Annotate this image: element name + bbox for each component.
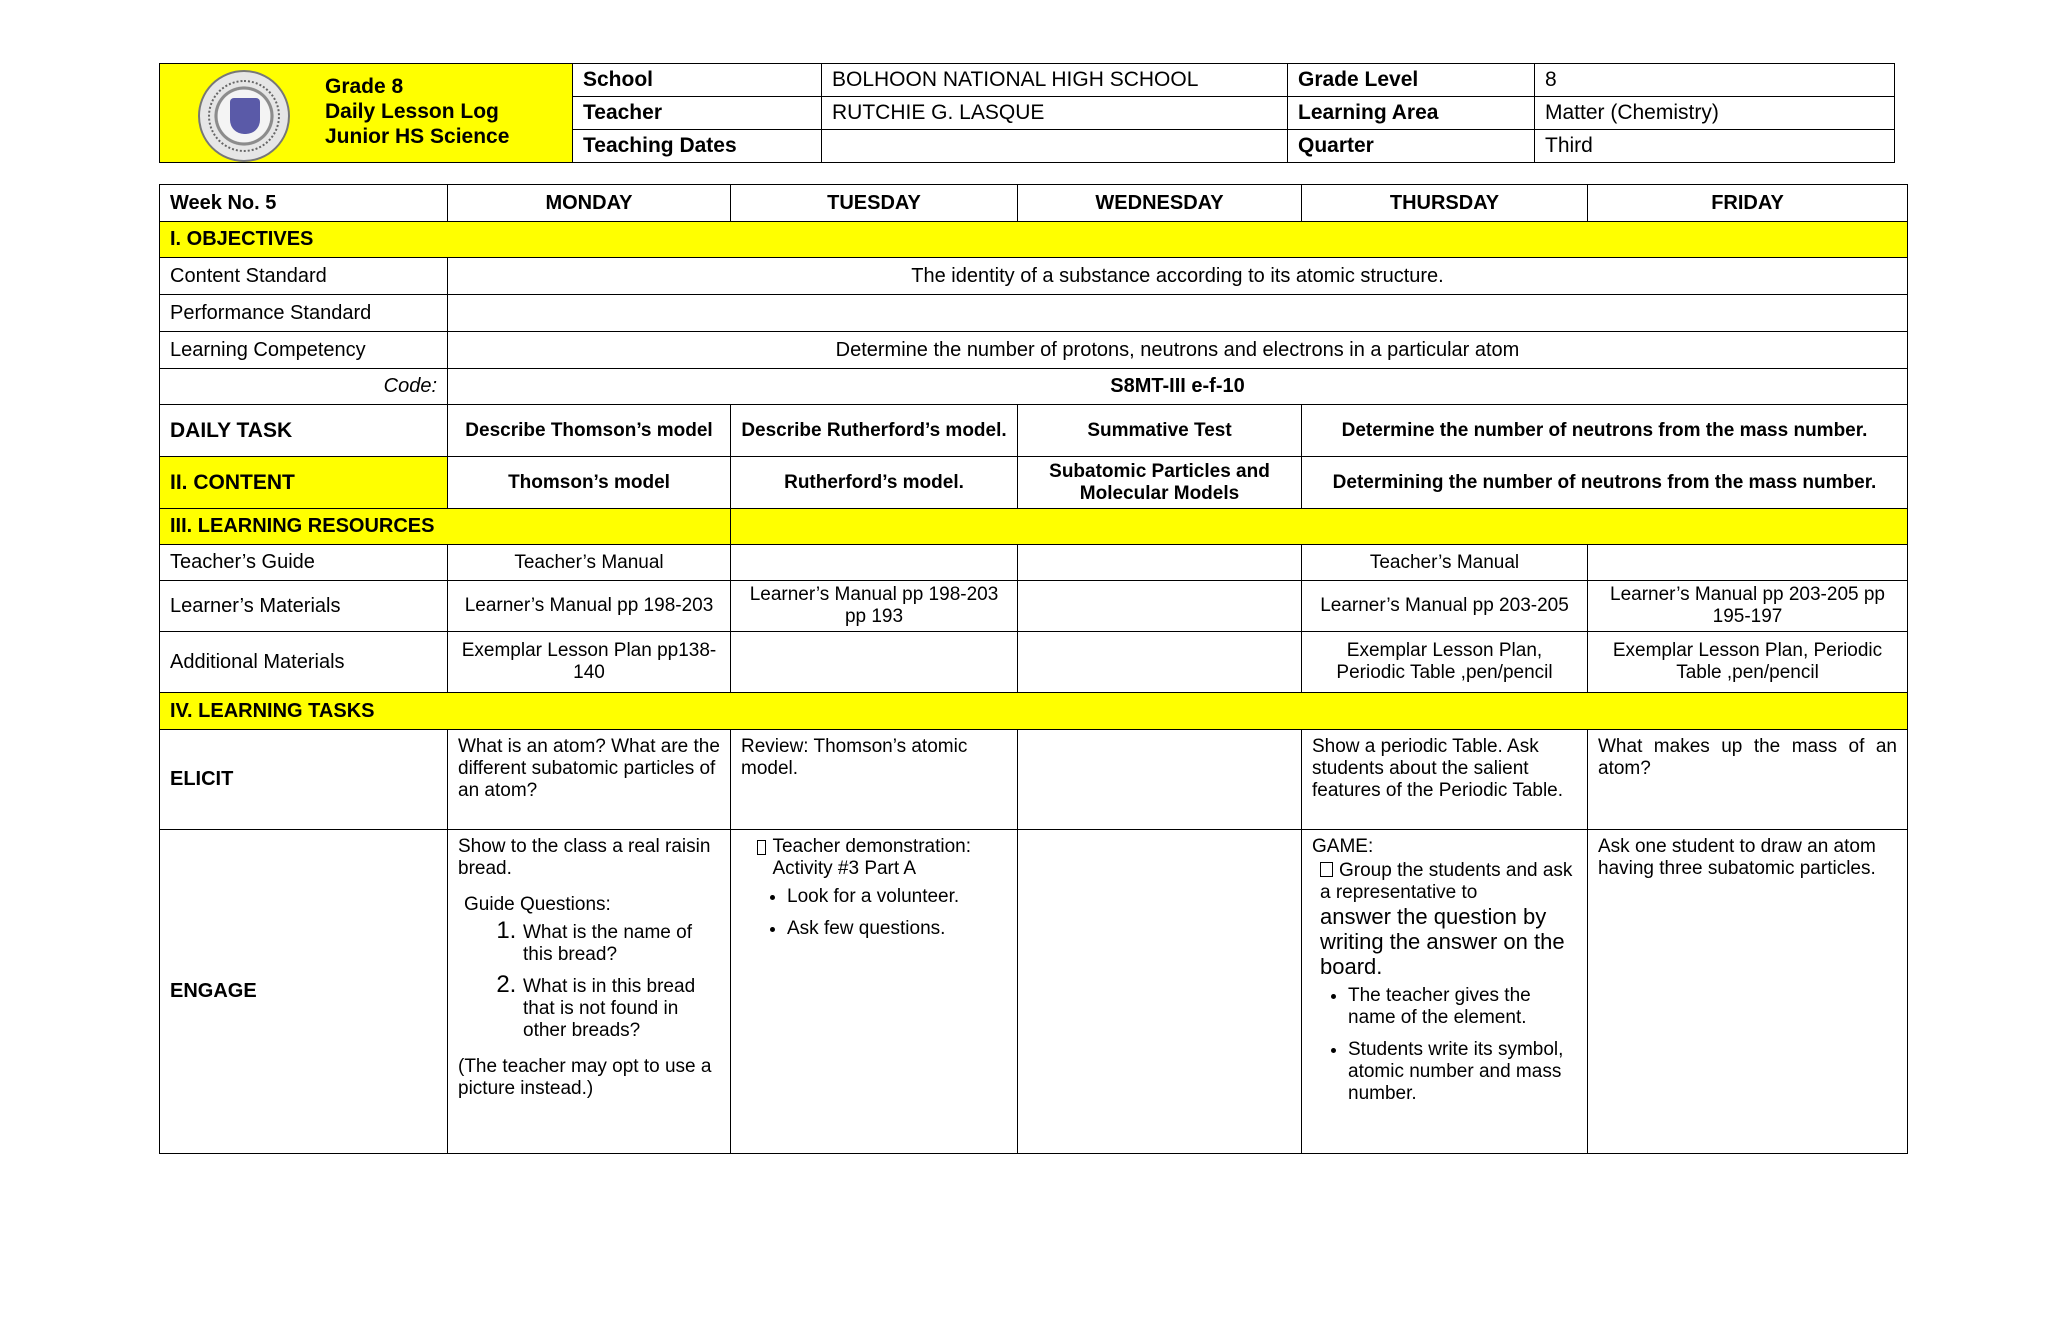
day-tuesday: TUESDAY [731, 185, 1018, 222]
engage-monday-intro: Show to the class a real raisin bread. [458, 836, 711, 879]
content-wednesday: Subatomic Particles and Molecular Models [1018, 457, 1302, 509]
learning-competency-label: Learning Competency [160, 332, 448, 369]
day-wednesday: WEDNESDAY [1018, 185, 1302, 222]
header-logo-cell [160, 64, 573, 163]
day-thursday: THURSDAY [1302, 185, 1588, 222]
elicit-row [160, 730, 1908, 830]
learning-competency-row [160, 332, 1908, 369]
engage-tuesday-bullet-2: • Ask few questions. [787, 918, 1007, 940]
engage-tuesday-list [741, 886, 1007, 940]
lesson-log-table [159, 184, 1908, 1154]
header-title-grade: Grade 8 [325, 75, 404, 98]
elicit-tuesday: Review: Thomson’s atomic model. [731, 730, 1018, 830]
engage-thursday-bullet-2: • Students write its symbol, atomic number and mass number. [1348, 1039, 1577, 1105]
engage-thursday [1302, 830, 1588, 1154]
learning-competency-value: Determine the number of protons, neutrons and electrons in a particular atom [448, 332, 1908, 369]
teachers-guide-thursday: Teacher’s Manual [1302, 545, 1588, 581]
teachers-guide-friday [1588, 545, 1908, 581]
daily-task-thu-fri: Determine the number of neutrons from the mass number. [1302, 405, 1908, 457]
content-thu-fri: Determining the number of neutrons from the mass number. [1302, 457, 1908, 509]
content-monday: Thomson’s model [448, 457, 731, 509]
additional-materials-thursday: Exemplar Lesson Plan, Periodic Table ,pen/pencil [1302, 632, 1588, 693]
teaching-dates-value [822, 130, 1288, 163]
engage-label: ENGAGE [160, 830, 448, 1154]
header-table [159, 63, 1895, 163]
engage-thursday-group-a: Group the students and ask a representative to [1320, 860, 1573, 903]
grade-level-label: Grade Level [1288, 64, 1535, 97]
teacher-value: RUTCHIE G. LASQUE [822, 97, 1288, 130]
objectives-heading: I. OBJECTIVES [160, 222, 1908, 258]
checkbox-icon [757, 840, 766, 855]
code-value: S8MT-III e-f-10 [448, 369, 1908, 405]
grade-level-value: 8 [1535, 64, 1895, 97]
teaching-dates-label: Teaching Dates [573, 130, 822, 163]
teachers-guide-wednesday [1018, 545, 1302, 581]
content-row [160, 457, 1908, 509]
daily-task-row [160, 405, 1908, 457]
content-standard-value: The identity of a substance according to its atomic structure. [448, 258, 1908, 295]
teachers-guide-tuesday [731, 545, 1018, 581]
additional-materials-tuesday [731, 632, 1018, 693]
day-friday: FRIDAY [1588, 185, 1908, 222]
checkbox-icon [1320, 862, 1333, 877]
resources-heading-row [160, 509, 1908, 545]
daily-task-wednesday: Summative Test [1018, 405, 1302, 457]
guide-question-2: 2. What is in this bread that is not found in other breads? [523, 974, 720, 1042]
content-tuesday: Rutherford’s model. [731, 457, 1018, 509]
content-label: II. CONTENT [160, 457, 448, 509]
learners-materials-wednesday [1018, 581, 1302, 632]
performance-standard-label: Performance Standard [160, 295, 448, 332]
learners-materials-row [160, 581, 1908, 632]
daily-task-tuesday: Describe Rutherford’s model. [731, 405, 1018, 457]
week-label: Week No. 5 [160, 185, 448, 222]
elicit-label: ELICIT [160, 730, 448, 830]
guide-question-1: 1. What is the name of this bread? [523, 920, 720, 966]
engage-monday-note: (The teacher may opt to use a picture instead.) [458, 1056, 712, 1099]
teacher-label: Teacher [573, 97, 822, 130]
elicit-thursday: Show a periodic Table. Ask students about the salient features of the Periodic Table. [1302, 730, 1588, 830]
school-label: School [573, 64, 822, 97]
engage-thursday-game: GAME: [1312, 836, 1374, 857]
tasks-heading-row [160, 693, 1908, 730]
quarter-label: Quarter [1288, 130, 1535, 163]
header-title-subject: Junior HS Science [325, 125, 510, 148]
additional-materials-label: Additional Materials [160, 632, 448, 693]
engage-thursday-list [1312, 985, 1577, 1105]
school-value: BOLHOON NATIONAL HIGH SCHOOL [822, 64, 1288, 97]
code-row [160, 369, 1908, 405]
content-standard-label: Content Standard [160, 258, 448, 295]
learning-area-label: Learning Area [1288, 97, 1535, 130]
engage-friday: Ask one student to draw an atom having three subatomic particles. [1588, 830, 1908, 1154]
engage-tuesday-head: Teacher demonstration: Activity #3 Part A [772, 836, 972, 879]
additional-materials-friday: Exemplar Lesson Plan, Periodic Table ,pen/pencil [1588, 632, 1908, 693]
teachers-guide-row [160, 545, 1908, 581]
engage-row [160, 830, 1908, 1154]
engage-tuesday [731, 830, 1018, 1154]
day-monday: MONDAY [448, 185, 731, 222]
learners-materials-label: Learner’s Materials [160, 581, 448, 632]
engage-tuesday-bullet-1: • Look for a volunteer. [787, 886, 1007, 908]
days-header-row [160, 185, 1908, 222]
guide-questions-list [458, 920, 720, 1042]
content-standard-row [160, 258, 1908, 295]
performance-standard-value [448, 295, 1908, 332]
engage-tuesday-head-wrap [741, 836, 1007, 880]
header-title [325, 74, 509, 149]
engage-thursday-group-wrap [1312, 860, 1577, 979]
code-label: Code: [160, 369, 448, 405]
learners-materials-thursday: Learner’s Manual pp 203-205 [1302, 581, 1588, 632]
resources-heading-fill [731, 509, 1908, 545]
resources-heading: III. LEARNING RESOURCES [160, 509, 731, 545]
elicit-friday: What makes up the mass of an atom? [1588, 730, 1908, 830]
deped-seal-logo [198, 70, 290, 162]
engage-thursday-bullet-1: • The teacher gives the name of the element. [1348, 985, 1577, 1029]
additional-materials-wednesday [1018, 632, 1302, 693]
elicit-monday: What is an atom? What are the different subatomic particles of an atom? [448, 730, 731, 830]
learners-materials-friday: Learner’s Manual pp 203-205 pp 195-197 [1588, 581, 1908, 632]
learning-area-value: Matter (Chemistry) [1535, 97, 1895, 130]
teachers-guide-monday: Teacher’s Manual [448, 545, 731, 581]
additional-materials-row [160, 632, 1908, 693]
engage-monday [448, 830, 731, 1154]
header-title-dll: Daily Lesson Log [325, 100, 499, 123]
daily-task-label: DAILY TASK [160, 405, 448, 457]
engage-monday-guide: Guide Questions: [464, 894, 611, 915]
daily-task-monday: Describe Thomson’s model [448, 405, 731, 457]
teachers-guide-label: Teacher’s Guide [160, 545, 448, 581]
elicit-wednesday [1018, 730, 1302, 830]
engage-thursday-group-b: answer the question by writing the answer on the board. [1320, 904, 1565, 979]
performance-standard-row [160, 295, 1908, 332]
additional-materials-monday: Exemplar Lesson Plan pp138-140 [448, 632, 731, 693]
engage-wednesday [1018, 830, 1302, 1154]
learners-materials-monday: Learner’s Manual pp 198-203 [448, 581, 731, 632]
learners-materials-tuesday: Learner’s Manual pp 198-203 pp 193 [731, 581, 1018, 632]
tasks-heading: IV. LEARNING TASKS [160, 693, 1908, 730]
quarter-value: Third [1535, 130, 1895, 163]
objectives-heading-row [160, 222, 1908, 258]
